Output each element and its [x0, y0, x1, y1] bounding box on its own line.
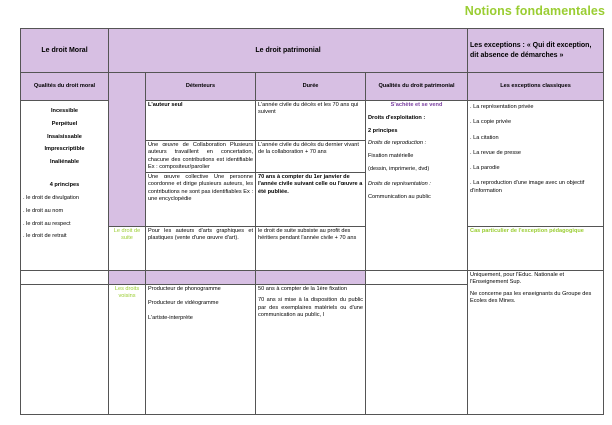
reproduction-title: Droits de reproduction : [368, 140, 427, 147]
subheader-qualites-moral: Qualités du droit moral [21, 73, 109, 101]
header-moral: Le droit Moral [21, 29, 109, 73]
quality-principes: 2 principes [368, 127, 398, 134]
duree-voisins-cell [256, 285, 366, 415]
exception-pedagogique-line1: Uniquement, pour l'Educ. Nationale et l'Enseignement Sup. [470, 272, 565, 286]
duree-collaboration: L'année civile du décès du dernier vivant de la collaboration + 70 ans [256, 141, 366, 173]
quality-exploitation: Droits d'exploitation : [368, 114, 426, 121]
exception-pedagogique-line2: Ne concerne pas les enseignants du Groupe des Ecoles des Mines. [470, 290, 592, 304]
spacer-patrimonial [366, 271, 468, 285]
exception-reproduction-image: . La reproduction d'une image avec un objectif d'information [470, 180, 585, 194]
label-droits-voisins: Les droits voisins [109, 285, 146, 415]
spacer-detenteur [146, 271, 256, 285]
spacer-duree [256, 271, 366, 285]
moral-bottom-empty [21, 285, 109, 415]
subheader-qualites-patrimonial: Qualités du droit patrimonial [366, 73, 468, 101]
principle-respect: . le droit au respect [23, 220, 71, 227]
exception-parodie: . La parodie [470, 165, 500, 172]
detenteur-collaboration: Une œuvre de Collaboration Plusieurs auteurs travaillent en concertation, chacune des contributions est identifiable Ex : compositeur/parolier [146, 141, 256, 173]
subheader-exceptions-classiques: Les exceptions classiques [468, 73, 604, 101]
exception-copie-privee: . La copie privée [470, 119, 512, 126]
header-patrimonial: Le droit patrimonial [109, 29, 468, 73]
exception-pedagogique-title-cell [468, 227, 604, 271]
duree-collective: 70 ans à compter du 1er janvier de l'année civile suivant celle ou l'œuvre a été publiée. [256, 173, 366, 227]
fixation-detail: (dessin, imprimerie, dvd) [368, 165, 430, 172]
detenteur-auteur-seul: L'auteur seul [146, 101, 256, 141]
detenteur-collective: Une œuvre collective Une personne coordonne et dirige plusieurs auteurs, les contributions ne sont pas identifiables Ex : une encyclopédie [146, 173, 256, 227]
subheader-duree: Durée [256, 73, 366, 101]
detenteur-droit-suite: Pour les auteurs d'arts graphiques et plastiques (vente d'une œuvre d'art). [146, 227, 256, 271]
quality-insaisissable: Insaisissable [47, 133, 82, 140]
exception-revue-presse: . La revue de presse [470, 149, 522, 156]
principles-title: 4 principes [49, 182, 80, 189]
page-title: Notions fondamentales [464, 4, 605, 18]
exceptions-classiques-cell [468, 101, 604, 227]
patrimonial-qualities-cell [366, 101, 468, 271]
quality-imprescriptible: Imprescriptible [44, 146, 85, 153]
subheader-detenteurs: Détenteurs [146, 73, 256, 101]
duree-voisins-2: 70 ans si mise à la disposition du public par des exemplaires matériels ou d'une communication au public, l [258, 297, 363, 318]
duree-voisins-1: 50 ans à compter de la 1ère fixation [258, 286, 347, 293]
notions-table [20, 28, 604, 415]
exception-pedagogique-cell [468, 271, 604, 415]
exception-citation: . La citation [470, 134, 499, 141]
detenteur-phonogramme: Producteur de phonogramme [148, 286, 221, 293]
patrimonial-empty-col [109, 73, 146, 227]
duree-droit-suite: le droit de suite subsiste au profit des héritiers pendant l'année civile + 70 ans [256, 227, 366, 271]
detenteur-artiste: L'artiste-interprète [148, 314, 193, 321]
exception-representation-privee: . La représentation privée [470, 104, 534, 110]
spacer-label [109, 271, 146, 285]
principle-divulgation: . le droit de divulgation [23, 195, 79, 202]
quality-perpetuel: Perpétuel [51, 120, 78, 127]
exception-pedagogique-title: Cas particulier de l'exception pédagogique [470, 228, 584, 235]
duree-auteur-seul: L'année civile du décès et les 70 ans qui suivent [256, 101, 366, 141]
detenteur-videogramme: Producteur de vidéogramme [148, 300, 219, 307]
principle-nom: . le droit au nom [23, 207, 64, 214]
patrimonial-bottom-empty [366, 285, 468, 415]
detenteurs-voisins-cell [146, 285, 256, 415]
representation-title: Droits de représentation : [368, 181, 431, 188]
quality-incessible: Incessible [50, 108, 79, 114]
quality-inalienable: Inaliénable [50, 159, 79, 166]
fixation-materielle: Fixation matérielle [368, 153, 414, 160]
communication-public: Communication au public [368, 193, 431, 200]
quality-sachete: S'achète et se vend [390, 102, 443, 108]
principle-retrait: . le droit de retrait [23, 233, 67, 240]
spacer-moral [21, 271, 109, 285]
header-exceptions: Les exceptions : « Qui dit exception, dit absence de démarches » [468, 29, 604, 73]
label-droit-suite: Le droit de suite [109, 227, 146, 271]
moral-qualities-cell [21, 101, 109, 271]
